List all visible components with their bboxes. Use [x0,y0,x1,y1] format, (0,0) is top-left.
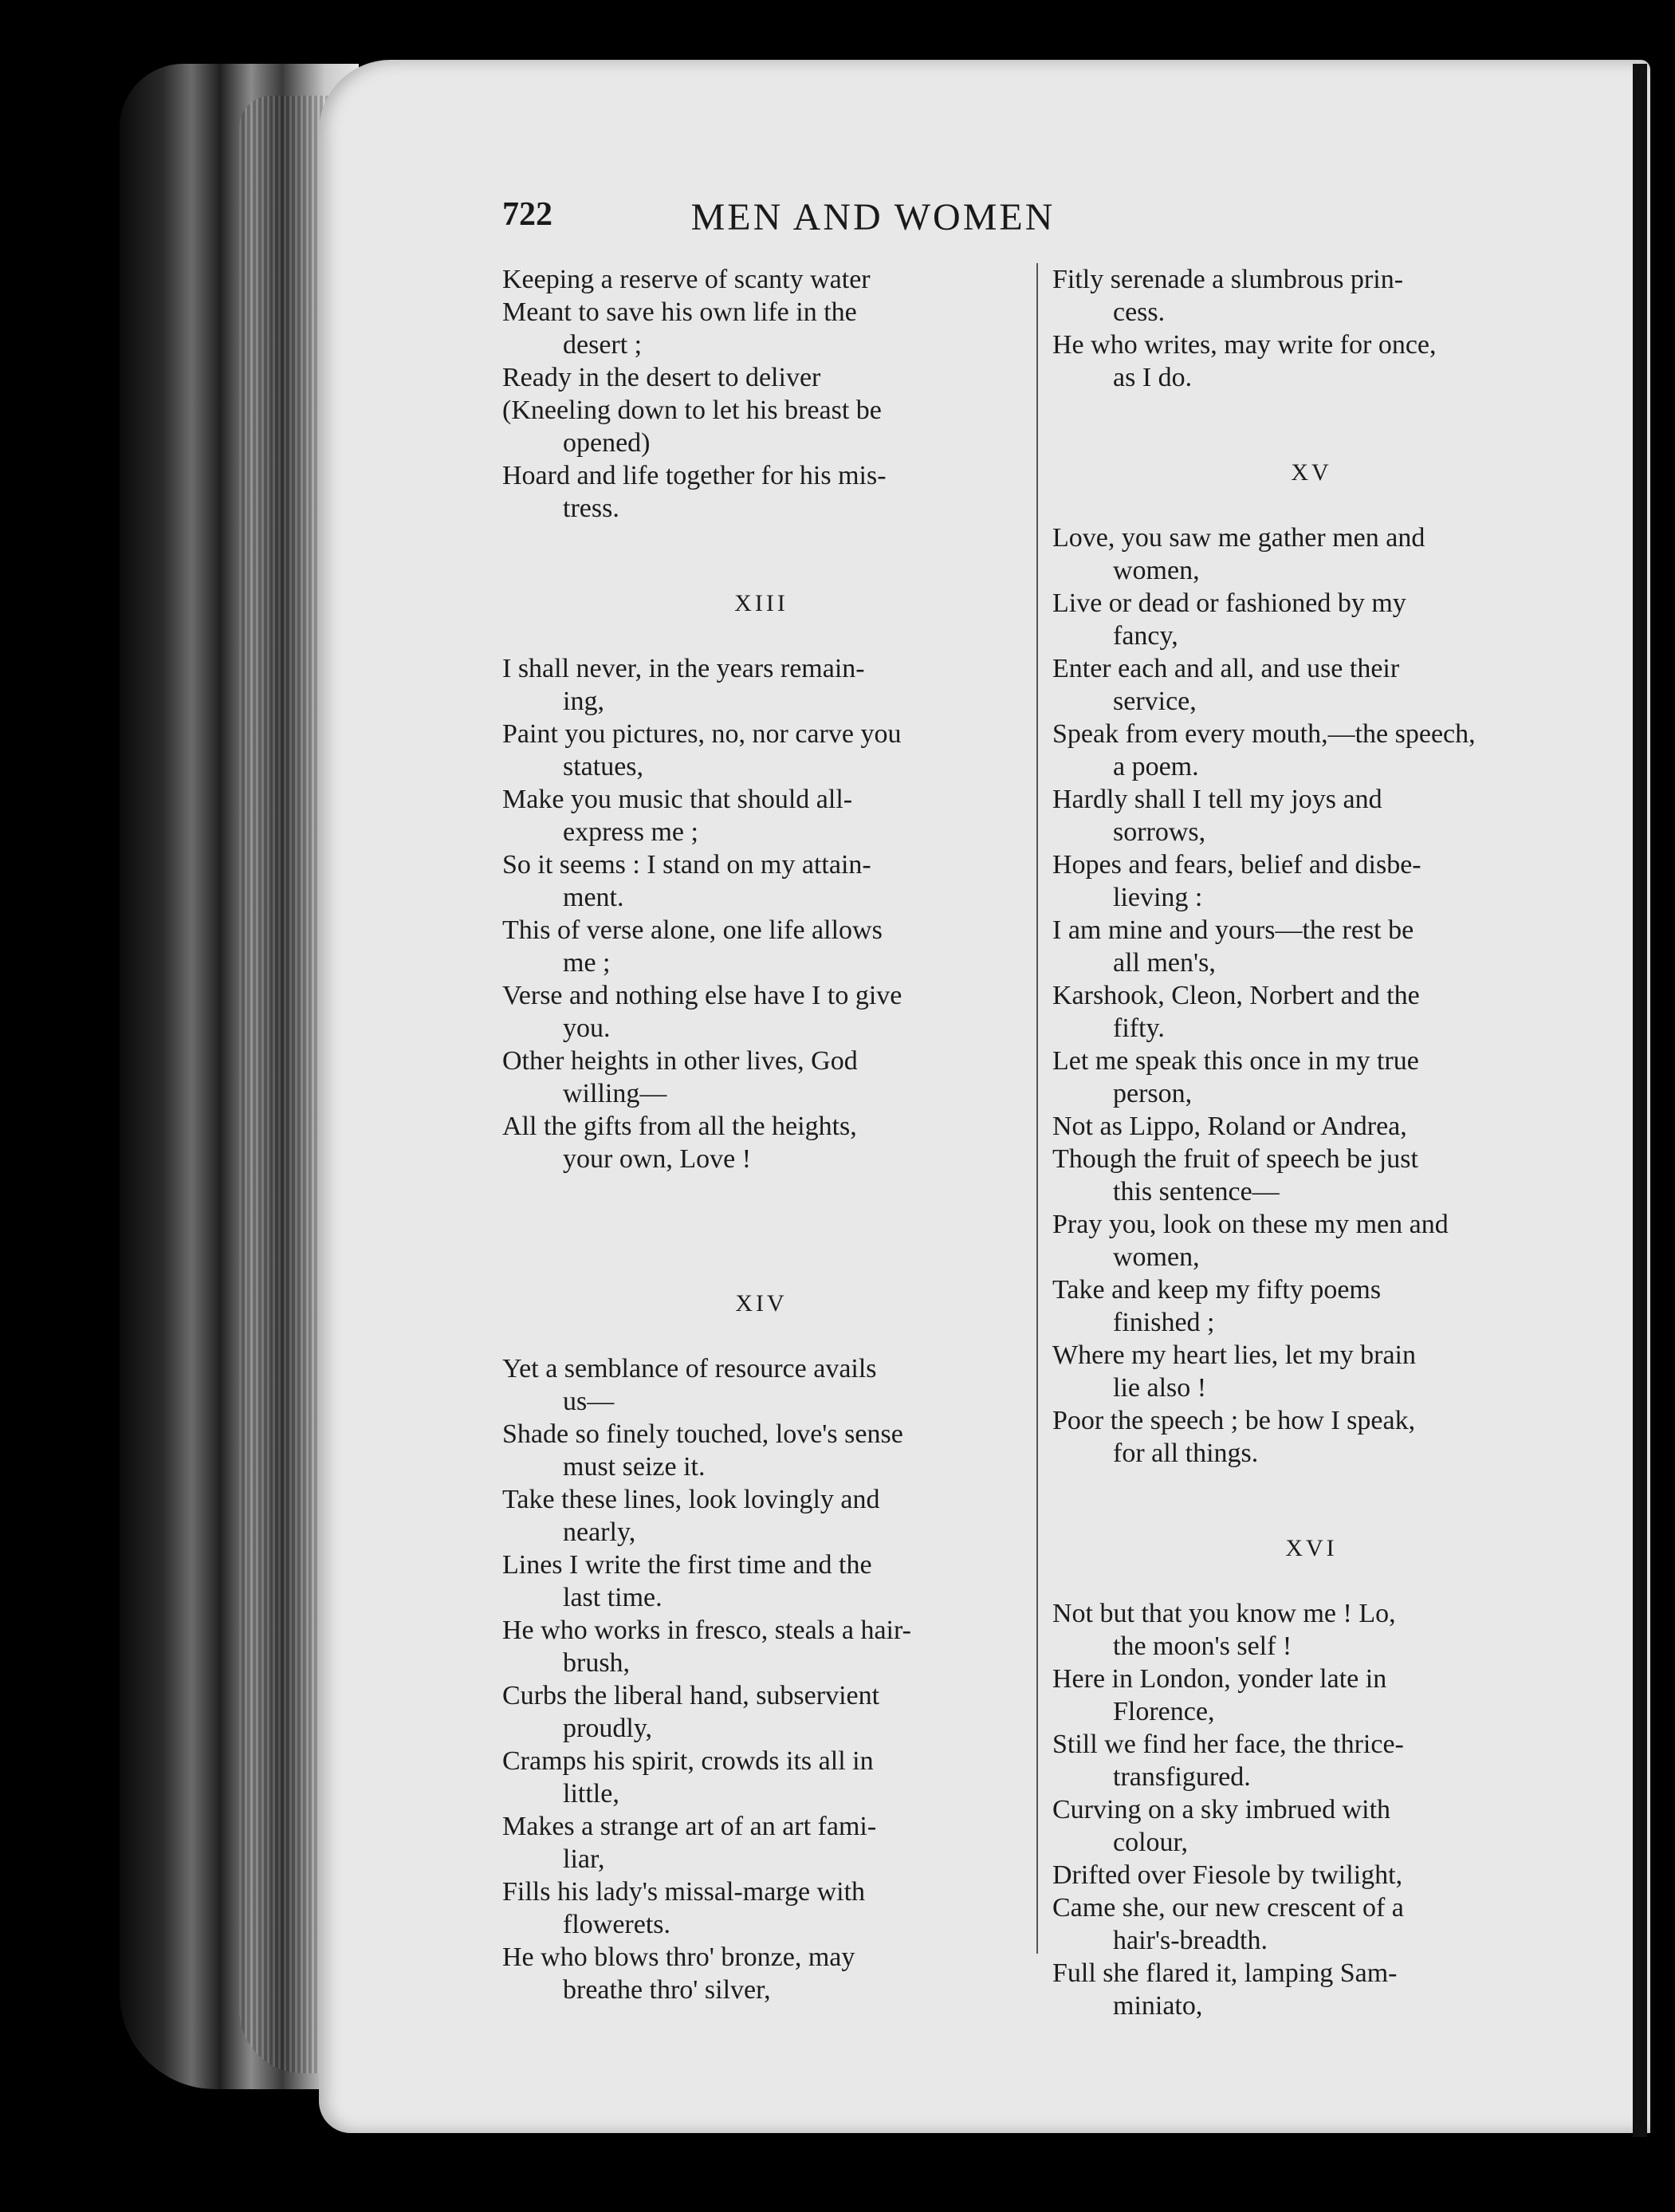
verse-line-continuation: brush, [563,1648,631,1678]
verse-line: Drifted over Fiesole by twilight, [1052,1860,1403,1890]
verse-line-continuation: this sentence— [1113,1177,1280,1206]
verse-line: Came she, our new crescent of a [1052,1893,1404,1923]
verse-line: (Kneeling down to let his breast be [502,396,882,425]
verse-line-continuation: cess. [1113,297,1166,327]
left-column [502,263,1020,2006]
section-number-xiii: XIII [734,590,788,616]
verse-line-continuation: express me ; [563,817,698,847]
verse-line-continuation: you. [563,1014,611,1043]
verse-line-continuation: willing— [563,1079,667,1108]
verse-line: Ready in the desert to deliver [502,363,821,392]
verse-line-continuation: desert ; [563,330,643,360]
verse-line: I shall never, in the years remain- [502,654,865,683]
verse-line: Speak from every mouth,—the speech, [1052,719,1476,749]
verse-line: Fills his lady's missal-marge with [502,1877,866,1907]
verse-line-continuation: flowerets. [563,1910,671,1939]
verse-line: Curving on a sky imbrued with [1052,1795,1391,1824]
verse-line-continuation: Florence, [1113,1697,1215,1726]
verse-line: Keeping a reserve of scanty water [502,265,871,294]
verse-line: Not as Lippo, Roland or Andrea, [1052,1112,1407,1141]
verse-line: Where my heart lies, let my brain [1052,1340,1416,1370]
verse-line: This of verse alone, one life allows [502,915,883,945]
running-title: MEN AND WOMEN [690,196,1056,238]
verse-line-continuation: nearly, [563,1517,636,1547]
verse-line-continuation: as I do. [1113,363,1193,392]
verse-line-continuation: service, [1113,687,1197,716]
verse-line-continuation: hair's-breadth. [1113,1926,1268,1955]
verse-line: Hardly shall I tell my joys and [1052,785,1382,814]
verse-line: Lines I write the first time and the [502,1550,872,1580]
verse-line: Shade so finely touched, love's sense [502,1419,903,1449]
section-number-xv: XV [1291,459,1332,486]
verse-line-continuation: must seize it. [563,1452,706,1482]
verse-line: Live or dead or fashioned by my [1052,588,1406,618]
verse-line-continuation: a poem. [1113,752,1199,781]
verse-line-continuation: all men's, [1113,948,1216,978]
verse-line-continuation: miniato, [1113,1991,1203,2021]
verse-line-continuation: lie also ! [1113,1373,1207,1403]
verse-line: Full she flared it, lamping Sam- [1052,1958,1398,1988]
verse-line: I am mine and yours—the rest be [1052,915,1414,945]
verse-line-continuation: ment. [563,883,624,912]
stanza-xv [1052,522,1571,1470]
stanza-xiii [502,652,1020,1175]
verse-line: Make you music that should all- [502,785,853,814]
verse-line-continuation: the moon's self ! [1113,1631,1292,1661]
verse-line: Makes a strange art of an art fami- [502,1812,877,1841]
verse-line: Curbs the liberal hand, subservient [502,1681,880,1710]
verse-line-continuation: your own, Love ! [563,1144,752,1174]
verse-line-continuation: ing, [563,687,604,716]
verse-line-continuation: colour, [1113,1828,1188,1857]
stanza-xiv [502,1352,1020,2006]
verse-line-continuation: us— [563,1387,615,1416]
verse-line: Cramps his spirit, crowds its all in [502,1746,874,1776]
verse-line: Pray you, look on these my men and [1052,1210,1449,1239]
verse-line-continuation: last time. [563,1583,663,1612]
verse-line: Still we find her face, the thrice- [1052,1730,1404,1759]
verse-line-continuation: opened) [563,428,651,458]
verse-line: He who blows thro' bronze, may [502,1942,855,1972]
verse-line: Take and keep my fifty poems [1052,1275,1382,1305]
verse-line: Hopes and fears, belief and disbe- [1052,850,1421,880]
verse-line-continuation: statues, [563,752,644,781]
verse-line-continuation: person, [1113,1079,1193,1108]
verse-line: Karshook, Cleon, Norbert and the [1052,981,1420,1010]
verse-line-continuation: women, [1113,556,1200,585]
stanza-xiv-continued [1052,263,1571,394]
verse-line-continuation: transfigured. [1113,1762,1251,1792]
verse-line: Meant to save his own life in the [502,297,857,327]
verse-line: Here in London, yonder late in [1052,1664,1387,1694]
verse-line: So it seems : I stand on my attain- [502,850,871,880]
verse-line-continuation: breathe thro' silver, [563,1975,771,2005]
verse-line: Enter each and all, and use their [1052,654,1400,683]
column-divider [1036,263,1038,1954]
page-header [502,195,1244,243]
verse-line-continuation: fancy, [1113,621,1178,651]
verse-line-continuation: finished ; [1113,1308,1215,1337]
verse-line: He who works in fresco, steals a hair- [502,1616,911,1645]
verse-line: Love, you saw me gather men and [1052,523,1425,553]
verse-line: Poor the speech ; be how I speak, [1052,1406,1416,1435]
verse-line: Take these lines, look lovingly and [502,1485,880,1514]
verse-line: Verse and nothing else have I to give [502,981,902,1010]
verse-line: Other heights in other lives, God [502,1046,858,1076]
stanza-xvi [1052,1597,1571,2022]
verse-line-continuation: proudly, [563,1714,653,1743]
verse-line: Fitly serenade a slumbrous prin- [1052,265,1404,294]
verse-line-continuation: lieving : [1113,883,1203,912]
verse-line: Hoard and life together for his mis- [502,461,887,490]
verse-line-continuation: fifty. [1113,1014,1165,1043]
verse-line: Yet a semblance of resource avails [502,1354,877,1383]
verse-line: He who writes, may write for once, [1052,330,1437,360]
verse-line-continuation: little, [563,1779,619,1809]
right-column [1052,263,1571,2022]
verse-line-continuation: me ; [563,948,611,978]
stanza-xii-end [502,263,1020,525]
verse-line-continuation: liar, [563,1844,605,1874]
scan-border [1633,64,1647,2137]
verse-line: Not but that you know me ! Lo, [1052,1599,1396,1628]
verse-line: Let me speak this once in my true [1052,1046,1419,1076]
verse-line-continuation: women, [1113,1242,1200,1272]
verse-line-continuation: sorrows, [1113,817,1206,847]
verse-line: Paint you pictures, no, nor carve you [502,719,902,749]
verse-line-continuation: for all things. [1113,1439,1259,1468]
page-number: 722 [502,196,552,233]
section-number-xvi: XVI [1285,1535,1338,1561]
verse-line: Though the fruit of speech be just [1052,1144,1418,1174]
section-number-xiv: XIV [735,1290,788,1317]
verse-line: All the gifts from all the heights, [502,1112,857,1141]
verse-line-continuation: tress. [563,494,619,523]
